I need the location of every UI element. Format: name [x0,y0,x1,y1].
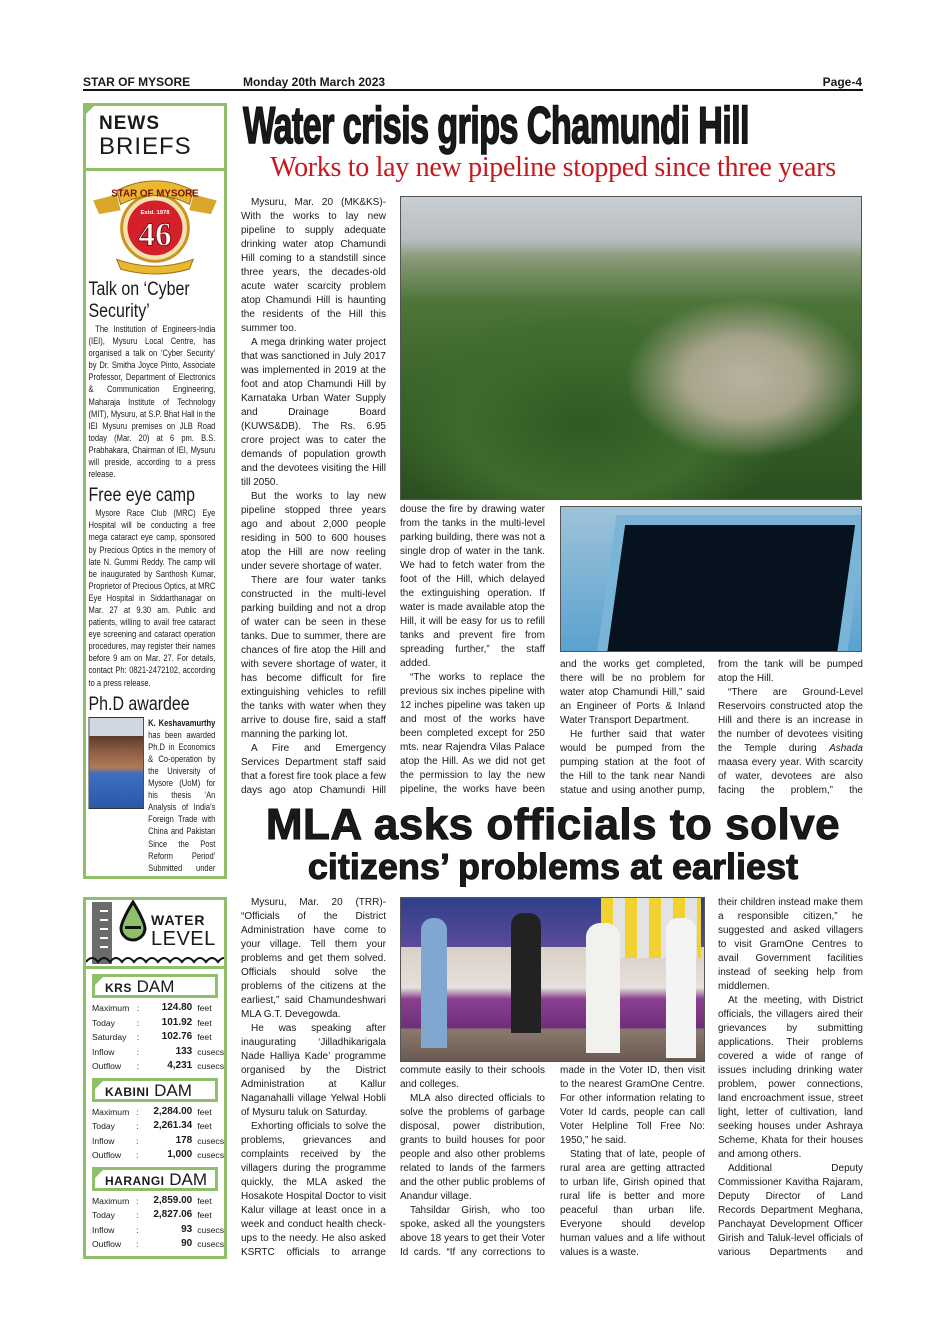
wave-divider [86,952,224,966]
brief-item [89,485,216,688]
story2-headline-line1: MLA asks officials to solve [265,800,841,849]
separator: : [136,1210,139,1220]
dam-metric: Inflow [92,1135,115,1146]
separator: : [136,1017,140,1028]
dam-row [92,1016,224,1031]
dam-row [92,1030,224,1045]
awardee-block [89,717,216,879]
brief-heading: Free eye camp [88,485,195,507]
dam-unit: feet [197,1003,212,1013]
story1-col3 [560,658,705,798]
separator: : [136,1239,139,1249]
separator: : [136,1106,139,1117]
brief-heading: Ph.D awardee [88,693,190,715]
corner-flag-icon [83,103,97,117]
dam-unit: feet [197,1210,212,1220]
dam-metric: Outflow [92,1239,122,1249]
story1-col1 [241,196,386,798]
brief-body: Mysore Race Club (MRC) Eye Hospital will be conducting a free mega cataract eye camp, sponsored by Precious Optics in the memory of late N. Gummi Reddy. The camp will be inaugurated by Santhosh Kumar, Proprietor of Precious Optics, at MRC Eye Hospital in Siddarthanagar on Mar. 27 at 9.30 am. Public and patients, willing to avail free cataract eye screening and cataract operation procedures, may register their names before 9 am on Mar. 27. For details, contact Ph: 0821-2472102, according to a press release. [88,508,216,688]
svg-text:STAR OF MYSORE: STAR OF MYSORE [111,188,199,200]
dam-table [92,1194,224,1252]
article-paragraph: But the works to lay new pipeline stopped three years ago and about 2,000 people residing in 500 to 600 houses atop the Hill are now reeling under severe shortage of water. [241,491,386,572]
awardee-photo [89,717,144,809]
separator: : [136,1121,139,1131]
dam-unit: cusecs [197,1046,224,1057]
dam-row [92,1119,224,1134]
dam-row [92,1045,224,1060]
dam-unit: feet [197,1121,212,1131]
dam-metric: Inflow [92,1224,115,1235]
article-paragraph: Mysuru, Mar. 20 (TRR)- “Officials of the District Administration have come to your village. Tell them your problems and get them solved. Officials should solve the problems of the citizens at the earliest,” said Chamundeshwari MLA G.T. Devegowda. [241,897,386,1020]
briefs-title-bottom: BRIEFS [99,133,192,160]
dam-row [92,1001,224,1016]
story1-subhead: Works to lay new pipeline stopped since three years [270,152,836,183]
separator: : [136,1150,139,1160]
article-paragraph: “There are Ground-Level Reservoirs constructed atop the Hill and there is an increase in the number of devotees visiting the Temple during Ashada maasa every year. With scarcity of water, devotees are also facing the problem,” the [718,687,863,796]
briefs-list [86,279,219,879]
dam-metric: Today [92,1017,115,1028]
brief-body: The Institution of Engineers-India (IEI), Mysuru Local Centre, has organised a talk on ‘Cyber Security’ by Dr. Smitha Joyce Pinto, Associate Professor, Department of Electronics & Communication Engineering, Maharaja Institute of Technology (MIT), Mysuru, at S.P. Bhat Hall in the IEI Mysuru premises on JLB Road today (Mar. 20) at 6 pm. B.S. Prabhakara, Chairman of IEI, Mysuru will preside, according to a press release. [88,324,216,480]
dam-table [92,1105,224,1163]
water-level-header [86,900,224,966]
story2-col3 [560,1064,705,1260]
water-drop-icon [116,900,150,944]
story2-col4 [718,896,863,1260]
dam-row [92,1105,224,1120]
separator: : [136,1224,139,1235]
dam-value: 90 [181,1238,193,1249]
article-paragraph: from the tank will be pumped atop the Hill. [718,659,863,684]
dam-value: 4,231 [167,1060,193,1071]
article-paragraph: Tahsildar Girish, who too spoke, asked all the youngsters above 18 years to get their Voter Id cards. “If any corrections to [400,1205,545,1258]
dam-metric: Today [92,1210,115,1220]
dam-table [92,1001,224,1074]
dam-row [92,1059,224,1074]
news-briefs-box [83,103,227,879]
dam-value: 133 [175,1045,193,1057]
dam-value: 102.76 [161,1031,193,1042]
dam-value: 2,261.34 [153,1120,193,1131]
article-paragraph: Stating that of late, people of rural area are getting attracted to urban life, Girish opined that rural life is better and more peaceful than urban life. Everyone should develop human values and a life without values is a waste. [560,1149,705,1258]
brief-item [89,279,216,480]
water-title-bottom: LEVEL [151,928,216,950]
awardee-name: K. Keshavamurthy [148,717,216,728]
dam-row [92,1237,224,1252]
dam-kabini [86,1078,224,1163]
separator: : [136,1135,139,1146]
dam-value: 124.80 [161,1002,193,1013]
dam-value: 93 [181,1223,193,1235]
article-paragraph: There are four water tanks constructed in the multi-level parking building and not a drop of water can be seen in these tanks. Due to summer, there are chances of fire atop the Hill and with severe shortage of water, it has become difficult for fire extinguishing vehicles to refill the tanks with water when they arrive to douse fire, said a staff manning the parking lot. [241,575,386,740]
dam-row [92,1208,224,1223]
dam-unit: cusecs [197,1061,224,1071]
article-paragraph: At the meeting, with District officials, the villagers aired their grievances by submitting applications. Their problems covered a wide of range of issues including drinking water problem, power connections, land encroachment issue, street light, letter of cultivation, land seeking houses under Ashraya Scheme, Khata for their houses and among others. [718,995,863,1160]
masthead-rule [83,89,863,91]
star-of-mysore-46-logo [86,171,224,277]
story2-col2 [400,1064,545,1260]
dam-row [92,1134,224,1149]
dam-row [92,1148,224,1163]
separator: : [136,1195,139,1206]
dam-name: KABINI [105,1084,150,1099]
dam-unit: cusecs [197,1135,224,1146]
dam-unit: feet [197,1017,212,1028]
article-paragraph: A mega drinking water project that was sanctioned in July 2017 was implemented in 2019 at the foot and atop Chamundi Hill by Karnataka Urban Water Supply and Drainage Board (KUWS&DB). The Rs. 6.95 crore project was to cater the demands of population growth and the devotees visiting the Hill till 2050. [241,337,386,488]
dam-name: KRS [105,981,132,995]
chamundi-hill-aerial-photo [400,196,862,500]
article-paragraph: “The works to replace the previous six inches pipeline with 12 inches pipeline was taken up and most of the works have been completed except for 250 mts. near Rajendra Vilas Palace atop the Hill. As we did not get the permission to lay the new pipeline, the works have been [400,672,545,795]
dam-row [92,1223,224,1238]
dam-metric: Maximum [92,1195,130,1206]
article-paragraph: Mysuru, Mar. 20 (MK&KS)- With the works to lay new pipeline to supply adequate drinking water atop Chamundi Hill coming to a standstill since three years, the decades-old acute water scarcity problem atop Chamundi Hill is haunting the residents of the Hill this summer too. [241,197,386,334]
story2-col1 [241,896,386,1260]
dam-unit: cusecs [197,1150,224,1160]
story1-headline: Water crisis grips Chamundi Hill [243,97,749,155]
page-number: Page-4 [822,75,862,89]
article-paragraph: He was speaking after inaugurating ‘Jilladhikarigala Nade Halliya Kade’ programme organised by the District Administration at Kallur Naganahalli village Yelwal Hobli of Mysuru taluk on Saturday. [241,1023,386,1118]
paper-name: STAR OF MYSORE [83,75,191,89]
article-paragraph: their children instead make them a responsible citizen,” he suggested and asked villagers to visit GramOne Centres to avail Government facilities instead of seeking help from middlemen. [718,897,863,992]
dam-list [86,966,224,1252]
empty-water-tank-photo [560,506,862,652]
article-paragraph: made in the Voter ID, then visit to the nearest GramOne Centre. For other information relating to Voter Id cards, people can call Voter Helpline Toll Free No: 1950,” he said. [560,1065,705,1146]
separator: : [136,1032,140,1042]
dam-value: 2,859.00 [153,1194,193,1206]
briefs-title-top: NEWS [99,113,160,134]
story1-col2 [400,503,545,798]
dam-suffix: DAM [154,1080,192,1100]
brief-body: has been awarded Ph.D in Economics & Co-operation by the University of Mysore (UoM) for his thesis ‘An Analysis of India’s Foreign Trade with China and Pakistan Since the Post Reform Period’ Submitted under [148,729,216,873]
event-inauguration-photo [400,897,705,1062]
dam-metric: Outflow [92,1061,122,1071]
dam-unit: cusecs [197,1224,224,1235]
dam-unit: feet [197,1195,212,1206]
dam-value: 2,284.00 [153,1105,193,1117]
article-paragraph: He further said that water would be pumped from the pumping station at the foot of the Hill to the tank near Nandi statue and using another pump, [560,729,705,796]
dam-krs [86,974,224,1074]
dam-name: HARANGI [105,1173,165,1188]
article-paragraph: commute easily to their schools and colleges. [400,1065,545,1090]
dam-unit: feet [197,1106,212,1117]
separator: : [136,1003,140,1013]
svg-text:46: 46 [138,216,172,254]
dam-value: 1,000 [167,1149,193,1160]
story1-col4 [718,658,863,798]
article-paragraph: MLA also directed officials to solve the problems of garbage disposal, power distribution, grants to build houses for poor people and also other problems related to lands of the farmers and the other public problems of Anandur village. [400,1093,545,1202]
dam-metric: Outflow [92,1150,122,1160]
dam-unit: cusecs [197,1239,224,1249]
brief-item [89,694,216,879]
separator: : [136,1061,140,1071]
article-paragraph: Additional Deputy Commissioner Kavitha Rajaram, Deputy Director of Land Records Department Meghana, Panchayat Development Officer Girish and Taluk-level officials of various Departments and [718,1163,863,1258]
svg-text:Estd. 1978: Estd. 1978 [140,210,170,217]
water-title-top: WATER [151,912,206,928]
article-paragraph: douse the fire by drawing water from the tanks in the multi-level parking building, there was not a single drop of water in the tank. We had to fetch water from the foot of the Hill, which delayed the extinguishing operation. If water is made available atop the Hill, it will be easy for us to refill tanks and prevent fire from spreading further,” the staff added. [400,504,545,669]
anniversary-logo [86,171,224,277]
article-paragraph: Exhorting officials to solve the problems, grievances and complaints received by the villagers during the programme quickly, the MLA asked the Hosakote Hospital Doctor to visit Kalur village at least once in a week and conduct health check-ups to the needy. He also asked KSRTC officials to arrange [241,1121,386,1258]
dam-value: 101.92 [161,1016,193,1028]
dam-metric: Maximum [92,1003,130,1013]
dam-unit: feet [197,1032,212,1042]
dam-metric: Saturday [92,1032,127,1042]
dam-row [92,1194,224,1209]
article-paragraph: A Fire and Emergency Services Department staff said that a forest fire took place a few days ago atop Chamundi Hill [241,743,386,796]
issue-date: Monday 20th March 2023 [243,75,386,89]
dam-value: 178 [175,1134,193,1146]
dam-harangi [86,1167,224,1252]
dam-metric: Today [92,1121,115,1131]
news-briefs-header [86,106,224,171]
water-level-box [83,897,227,1259]
dam-suffix: DAM [169,1169,208,1189]
dam-suffix: DAM [136,977,175,996]
article-paragraph: and the works get completed, there will be no problem for water atop Chamundi Hill,” said an Engineer of Ports & Inland Water Transport Department. [560,659,705,726]
separator: : [136,1046,140,1057]
dam-metric: Maximum [92,1106,130,1117]
story2-headline-line2: citizens’ problems at earliest [307,846,799,887]
dam-metric: Inflow [92,1046,115,1057]
brief-heading: Talk on ‘Cyber Security’ [88,279,190,322]
dam-value: 2,827.06 [153,1209,193,1220]
